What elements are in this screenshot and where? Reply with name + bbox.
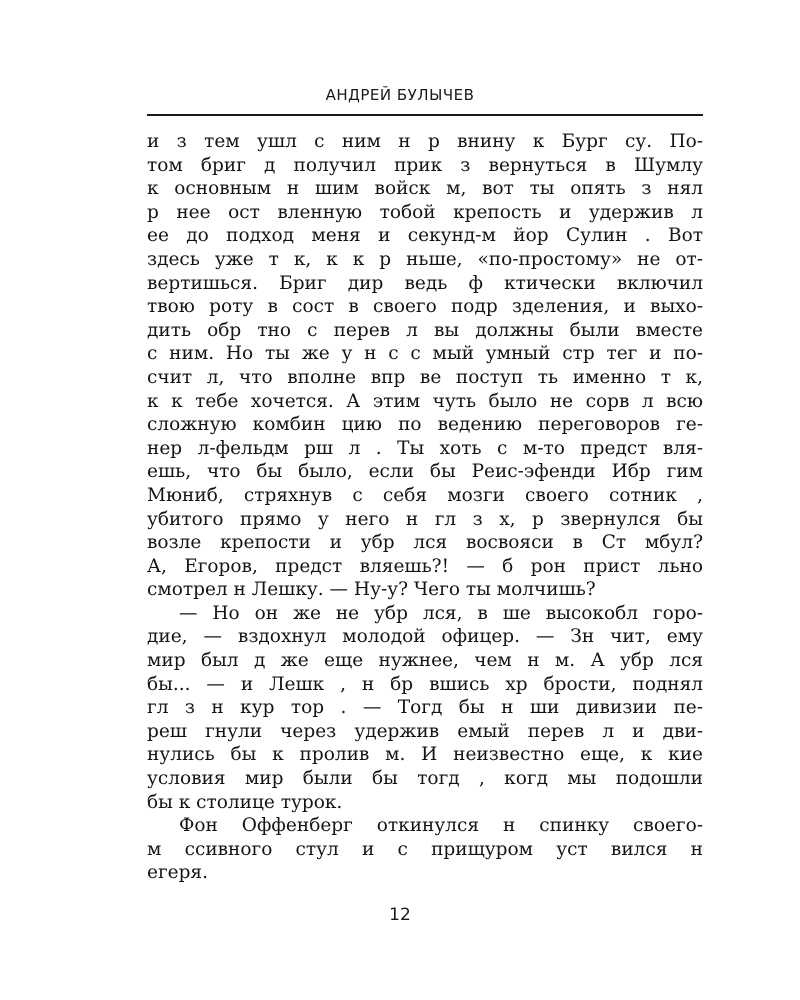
running-head: АНДРЕЙ БУЛЫЧЕВ — [325, 86, 475, 104]
text-line: — Но он же не убр лся, в ше высокобл горо- — [179, 602, 703, 624]
text-line: здесь уже т к, к к р ньше, «по-простому» не от- — [147, 248, 703, 270]
text-line: егеря. — [147, 862, 208, 884]
text-line: р нее ост вленную тобой крепость и удержив л — [147, 201, 703, 223]
text-line: том бриг д получил прик з вернуться в Шумлу — [147, 154, 703, 176]
text-line: ее до подход меня и секунд-м йор Сулин . Вот — [147, 225, 703, 247]
text-line: сложную комбин цию по ведению переговоров ге- — [147, 414, 703, 436]
text-line: смотрел н Лешку. — Ну-у? Чего ты молчишь? — [147, 579, 596, 601]
text-line: условия мир были бы тогд , когд мы подошли — [147, 768, 703, 790]
text-line: Мюниб, стряхнув с себя мозги своего сотник , — [147, 484, 703, 506]
text-line: и з тем ушл с ним н р внину к Бург су. По- — [147, 131, 703, 152]
text-line: вертишься. Бриг дир ведь ф ктически включил — [147, 272, 703, 294]
text-line: счит л, что вполне впр ве поступ ть именно т к, — [147, 366, 703, 388]
text-line: твою роту в сост в своего подр зделения, и выхо- — [147, 296, 703, 318]
text-line: мир был д же еще нужнее, чем н м. А убр лся — [147, 650, 703, 672]
text-line: к основным н шим войск м, вот ты опять з нял — [147, 178, 703, 200]
text-line: нер л-фельдм рш л . Ты хоть с м-то предст вля- — [147, 437, 703, 459]
text-line: возле крепости и убр лся восвояси в Ст мбул? — [147, 532, 703, 554]
page-number: 12 — [389, 905, 411, 925]
text-line: убитого прямо у него н гл з х, р звернулся бы — [147, 508, 703, 530]
text-line: м ссивного стул и с прищуром уст вился н — [147, 838, 703, 860]
text-line: нулись бы к пролив м. И неизвестно еще, к кие — [147, 744, 703, 766]
text-line: Фон Оффенберг откинулся н спинку своего- — [179, 815, 703, 837]
text-line: А, Егоров, предст вляешь?! — б рон прист льно — [147, 555, 703, 577]
text-line: дить обр тно с перев л вы должны были вместе — [147, 319, 703, 341]
text-line: с ним. Но ты же у н с с мый умный стр тег и по- — [147, 343, 703, 365]
body-text — [147, 130, 703, 885]
text-line: дие, — вздохнул молодой офицер. — Зн чит, ему — [147, 626, 703, 648]
text-line: гл з н кур тор . — Тогд бы н ши дивизии пе- — [147, 697, 703, 719]
text-line: реш гнули через удержив емый перев л и дви- — [147, 720, 703, 742]
text-line: бы... — и Лешк , н бр вшись хр брости, поднял — [147, 673, 703, 695]
text-line: к к тебе хочется. А этим чуть было не сорв л всю — [147, 390, 703, 412]
header-rule — [147, 114, 703, 116]
text-line: ешь, что бы было, если бы Реис-эфенди Ибр гим — [147, 461, 703, 483]
text-line: бы к столице турок. — [147, 791, 343, 813]
